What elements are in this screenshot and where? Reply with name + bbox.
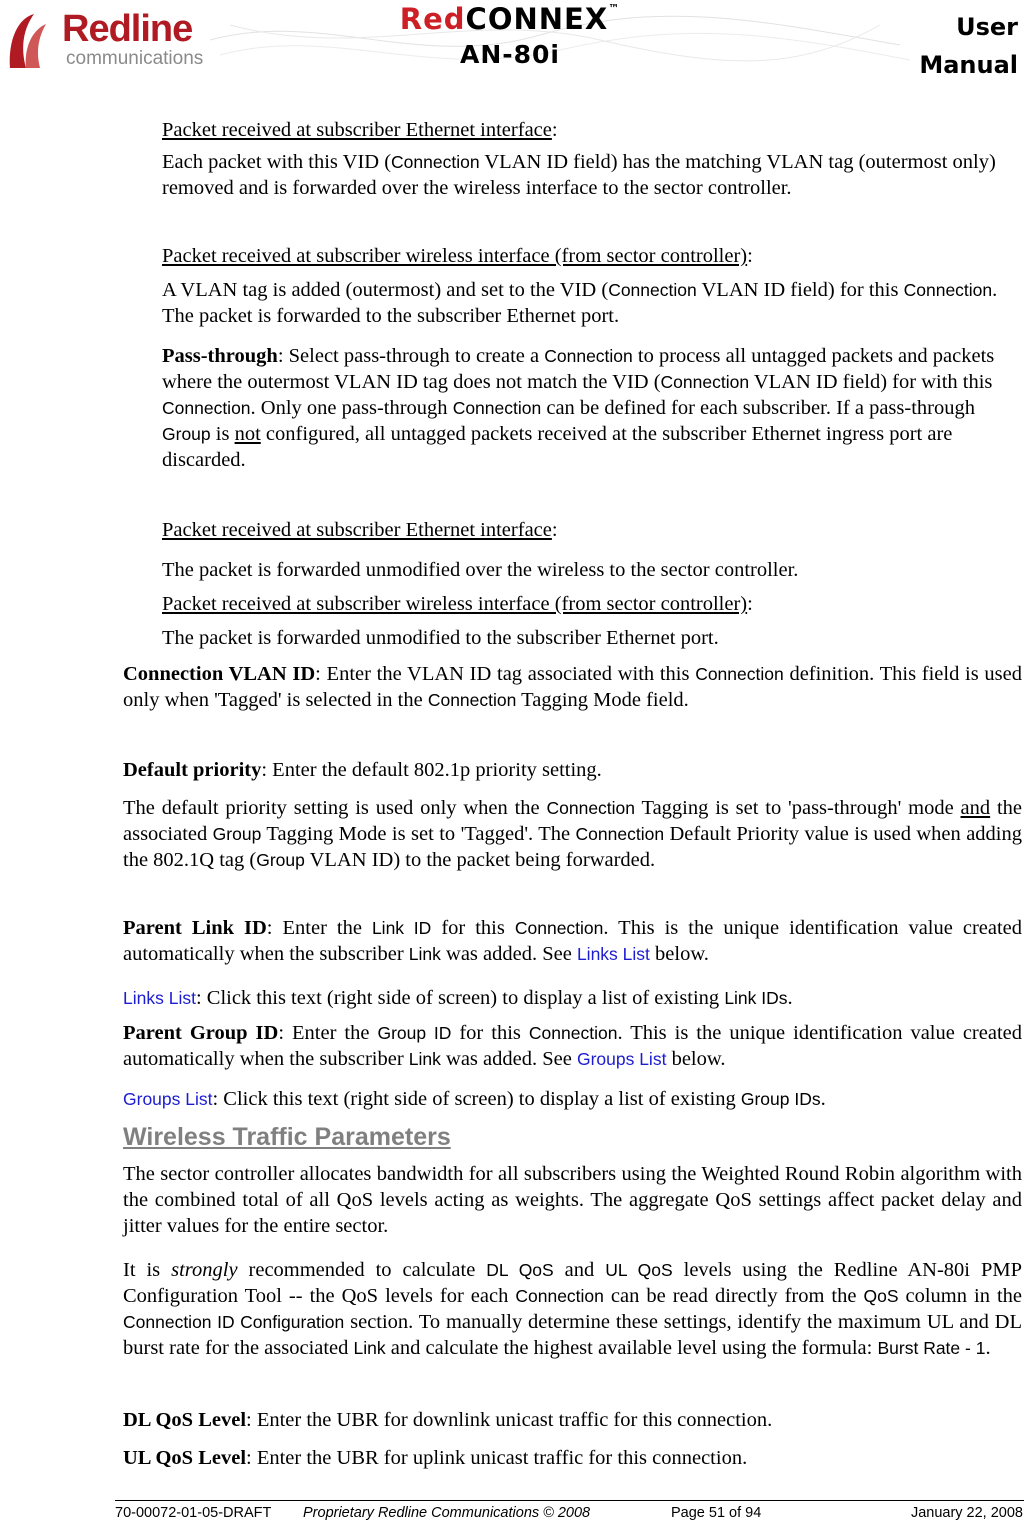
- paragraph: Groups List: Click this text (right side of screen) to display a list of existing Group IDs.: [123, 1088, 826, 1110]
- brand-red: Red: [399, 2, 466, 36]
- paragraph: Packet received at subscriber wireless interface (from sector controller):: [162, 245, 753, 267]
- paragraph: A VLAN tag is added (outermost) and set to the VID (Connection VLAN ID field) for this Connection. The packet is forwarded to the subscriber Ethernet port.: [162, 279, 998, 327]
- redline-logo: [4, 10, 214, 72]
- paragraph: Default priority: Enter the default 802.1p priority setting.: [123, 759, 602, 781]
- paragraph: The packet is forwarded unmodified to the subscriber Ethernet port.: [162, 627, 719, 649]
- paragraph: The sector controller allocates bandwidth for all subscribers using the Weighted Round Robin algorithm with the combined total of all QoS levels acting as weights. The aggregate QoS settings affect packet delay and jitter values for the entire sector.: [123, 1163, 1022, 1237]
- paragraph: Each packet with this VID (Connection VLAN ID field) has the matching VLAN tag (outermost only) removed and is forwarded over the wireless interface to the sector controller.: [162, 151, 996, 199]
- page-footer: [115, 1500, 1024, 1521]
- paragraph: The default priority setting is used only when the Connection Tagging is set to 'pass-through' mode and the associated Group Tagging Mode is set to 'Tagged'. The Connection Default Priority value is used when adding the 802.1Q tag (Group VLAN ID) to the packet being forwarded.: [123, 797, 1023, 871]
- logo-wordmark: Redline: [62, 8, 193, 50]
- redline-swoosh-icon: [4, 10, 64, 72]
- section-heading: Wireless Traffic Parameters: [123, 1123, 451, 1151]
- page-header: [0, 0, 1024, 85]
- paragraph: Parent Group ID: Enter the Group ID for this Connection. This is the unique identification value created automatically when the subscriber Link was added. See Groups List below.: [123, 1022, 1023, 1070]
- links-list-link[interactable]: Links List: [576, 944, 650, 964]
- groups-list-link[interactable]: Groups List: [576, 1049, 667, 1069]
- product-model: AN-80i: [459, 40, 560, 69]
- paragraph: It is strongly recommended to calculate DL QoS and UL QoS levels using the Redline AN-80i PMP Configuration Tool -- the QoS levels for each Connection can be read directly from the QoS column in the Connection ID Configuration section. To manually determine these settings, identify the maximum UL and DL burst rate for the associated Link and calculate the highest available level using the formula: Burst Rate - 1.: [123, 1259, 1022, 1359]
- paragraph: Parent Link ID: Enter the Link ID for this Connection. This is the unique identification value created automatically when the subscriber Link was added. See Links List below.: [123, 917, 1023, 965]
- paragraph: Packet received at subscriber Ethernet interface:: [162, 519, 558, 541]
- paragraph: DL QoS Level: Enter the UBR for downlink unicast traffic for this connection.: [123, 1409, 773, 1431]
- page-number: Page 51 of 94: [671, 1505, 762, 1521]
- doc-id: 70-00072-01-05-DRAFT: [115, 1505, 272, 1521]
- trademark: ™: [608, 2, 621, 15]
- paragraph: UL QoS Level: Enter the UBR for uplink unicast traffic for this connection.: [123, 1447, 748, 1469]
- links-list-link[interactable]: Links List: [123, 988, 196, 1008]
- doc-type-manual: Manual: [919, 51, 1018, 79]
- paragraph: Links List: Click this text (right side of screen) to display a list of existing Link IDs.: [123, 987, 793, 1009]
- document-type: [919, 8, 1018, 84]
- doc-date: January 22, 2008: [910, 1505, 1023, 1521]
- paragraph: Connection VLAN ID: Enter the VLAN ID tag associated with this Connection definition. This field is used only when 'Tagged' is selected in the Connection Tagging Mode field.: [123, 663, 1022, 711]
- groups-list-link[interactable]: Groups List: [123, 1089, 213, 1109]
- brand-black: CONNEX: [465, 2, 609, 36]
- proprietary-notice: Proprietary Redline Communications © 2008: [303, 1505, 591, 1521]
- paragraph: The packet is forwarded unmodified over the wireless to the sector controller.: [162, 559, 799, 581]
- paragraph: Packet received at subscriber Ethernet interface:: [162, 119, 558, 141]
- logo-subtitle: communications: [66, 48, 204, 69]
- paragraph: Pass-through: Select pass-through to create a Connection to process all untagged packets and packets where the outermost VLAN ID tag does not match the VID (Connection VLAN ID field) for with this Connection. Only one pass-through Connection can be defined for each subscriber. If a pass-through Group is not configured, all untagged packets received at the subscriber Ethernet ingress port are discarded.: [162, 345, 995, 471]
- doc-type-user: User: [956, 13, 1018, 41]
- paragraph: Packet received at subscriber wireless interface (from sector controller):: [162, 593, 753, 615]
- product-title: [370, 2, 650, 69]
